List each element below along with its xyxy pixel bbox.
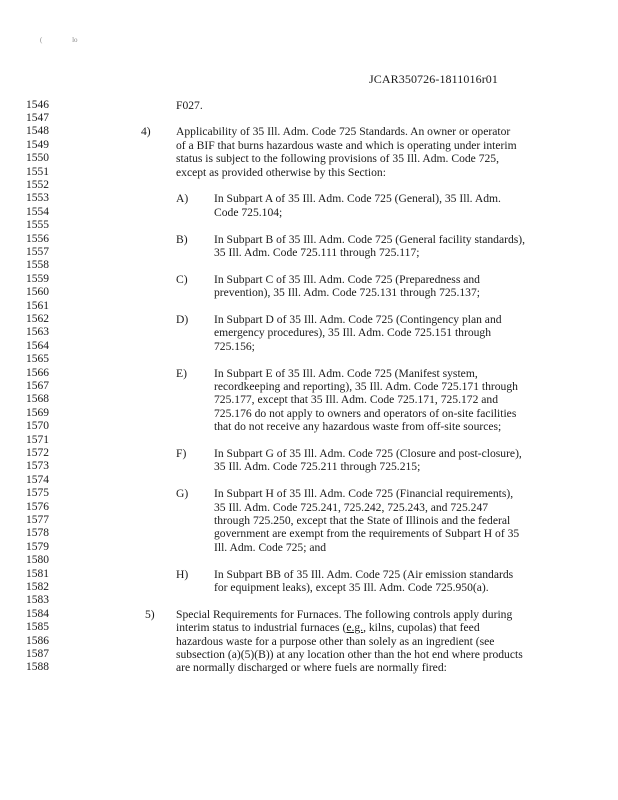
line-number: 1578	[26, 527, 49, 540]
line-number: 1551	[26, 165, 49, 178]
subsection-text-line: 35 Ill. Adm. Code 725.241, 725.242, 725.243, and 725.247	[214, 500, 489, 514]
line-number: 1555	[26, 219, 49, 232]
line-number: 1547	[26, 111, 49, 124]
section-text-line: Special Requirements for Furnaces. The following controls apply during	[176, 607, 513, 621]
line-number: 1560	[26, 286, 49, 299]
section-text-line: except as provided otherwise by this Section:	[176, 165, 386, 179]
line-number: 1577	[26, 513, 49, 526]
subsection-text-line: In Subpart A of 35 Ill. Adm. Code 725 (General), 35 Ill. Adm.	[214, 192, 501, 206]
section-text-line: are normally discharged or where fuels are normally fired:	[176, 661, 447, 675]
line-number: 1565	[26, 353, 49, 366]
section-marker: 4)	[141, 125, 151, 139]
line-number: 1562	[26, 312, 49, 325]
line-number: 1549	[26, 138, 49, 151]
subsection-text-line: recordkeeping and reporting), 35 Ill. Adm. Code 725.171 through	[214, 379, 518, 393]
subsection-text-line: In Subpart C of 35 Ill. Adm. Code 725 (Preparedness and	[214, 272, 480, 286]
subsection-text-line: In Subpart BB of 35 Ill. Adm. Code 725 (Air emission standards	[214, 567, 514, 581]
subsection-text-line: 725.177, except that 35 Ill. Adm. Code 725.171, 725.172 and	[214, 393, 499, 407]
subsection-text-line: 725.156;	[214, 339, 255, 353]
line-number: 1567	[26, 379, 49, 392]
subsection-text-line: for equipment leaks), except 35 Ill. Adm. Code 725.950(a).	[214, 580, 489, 594]
subsection-text-line: 725.176 do not apply to owners and operators of on-site facilities	[214, 406, 517, 420]
line-number: 1584	[26, 607, 49, 620]
line-number: 1583	[26, 594, 49, 607]
line-number: 1587	[26, 647, 49, 660]
subsection-text-line: In Subpart D of 35 Ill. Adm. Code 725 (Contingency plan and	[214, 312, 502, 326]
line-number: 1576	[26, 500, 49, 513]
line-number: 1575	[26, 487, 49, 500]
line-number: 1556	[26, 232, 49, 245]
line-number: 1561	[26, 299, 49, 312]
subsection-text-line: In Subpart E of 35 Ill. Adm. Code 725 (Manifest system,	[214, 366, 478, 380]
line-number: 1550	[26, 152, 49, 165]
line-number: 1570	[26, 420, 49, 433]
line-number: 1548	[26, 125, 49, 138]
section-text-line: Applicability of 35 Ill. Adm. Code 725 Standards. An owner or operator	[176, 125, 511, 139]
document-id: JCAR350726-1811016r01	[369, 72, 498, 86]
subsection-marker: C)	[176, 272, 188, 286]
line-number: 1571	[26, 433, 49, 446]
line-number: 1566	[26, 366, 49, 379]
section-text-line: hazardous waste for a purpose other than solely as an ingredient (see	[176, 634, 495, 648]
line-number: 1559	[26, 272, 49, 285]
margin-mark: (	[40, 36, 43, 44]
line-number: 1572	[26, 446, 49, 459]
line-number: 1564	[26, 339, 49, 352]
subsection-text-line: through 725.250, except that the State of Illinois and the federal	[214, 513, 511, 527]
line-number: 1582	[26, 580, 49, 593]
line-number: 1568	[26, 393, 49, 406]
margin-marks	[40, 36, 106, 44]
line-number: 1580	[26, 554, 49, 567]
subsection-text-line: 35 Ill. Adm. Code 725.211 through 725.215;	[214, 460, 421, 474]
underlined-abbreviation: e.g.	[346, 621, 364, 635]
line-number: 1553	[26, 192, 49, 205]
subsection-text-line: 35 Ill. Adm. Code 725.111 through 725.117;	[214, 245, 420, 259]
section-text-line: subsection (a)(5)(B)) at any location other than the hot end where products	[176, 647, 523, 661]
line-number: 1554	[26, 205, 49, 218]
line-number: 1573	[26, 460, 49, 473]
subsection-text-line: Ill. Adm. Code 725; and	[214, 540, 327, 554]
margin-mark: lo	[72, 36, 78, 44]
line-number: 1546	[26, 98, 49, 111]
subsection-text-line: In Subpart B of 35 Ill. Adm. Code 725 (General facility standards),	[214, 232, 526, 246]
subsection-text-line: In Subpart G of 35 Ill. Adm. Code 725 (Closure and post-closure),	[214, 446, 522, 460]
line-number: 1585	[26, 621, 49, 634]
line-number: 1574	[26, 473, 49, 486]
subsection-marker: B)	[176, 232, 188, 246]
subsection-marker: A)	[176, 192, 189, 206]
line-number: 1586	[26, 634, 49, 647]
line-number: 1558	[26, 259, 49, 272]
section-text-line: of a BIF that burns hazardous waste and which is operating under interim	[176, 138, 517, 152]
line-number: 1563	[26, 326, 49, 339]
subsection-marker: F)	[176, 446, 187, 460]
subsection-text-line: Code 725.104;	[214, 205, 283, 219]
subsection-text-line: emergency procedures), 35 Ill. Adm. Code 725.151 through	[214, 326, 492, 340]
subsection-marker: H)	[176, 567, 189, 581]
subsection-text-line: government are exempt from the requirements of Subpart H of 35	[214, 527, 520, 541]
line-number: 1552	[26, 178, 49, 191]
line-number: 1588	[26, 661, 49, 674]
subsection-marker: D)	[176, 312, 189, 326]
line-number: 1581	[26, 567, 49, 580]
subsection-text-line: that do not receive any hazardous waste from off-site sources;	[214, 420, 502, 434]
subsection-text-line: prevention), 35 Ill. Adm. Code 725.131 through 725.137;	[214, 286, 480, 300]
section-marker: 5)	[145, 607, 155, 621]
line-number: 1579	[26, 540, 49, 553]
section-text-line: interim status to industrial furnaces (e.g., kilns, cupolas) that feed	[176, 621, 480, 635]
subsection-text-line: In Subpart H of 35 Ill. Adm. Code 725 (Financial requirements),	[214, 487, 514, 501]
line-number: 1569	[26, 406, 49, 419]
section-text-line: status is subject to the following provisions of 35 Ill. Adm. Code 725,	[176, 152, 499, 166]
carry-over-text: F027.	[176, 98, 203, 112]
line-number: 1557	[26, 245, 49, 258]
subsection-marker: G)	[176, 487, 189, 501]
subsection-marker: E)	[176, 366, 187, 380]
